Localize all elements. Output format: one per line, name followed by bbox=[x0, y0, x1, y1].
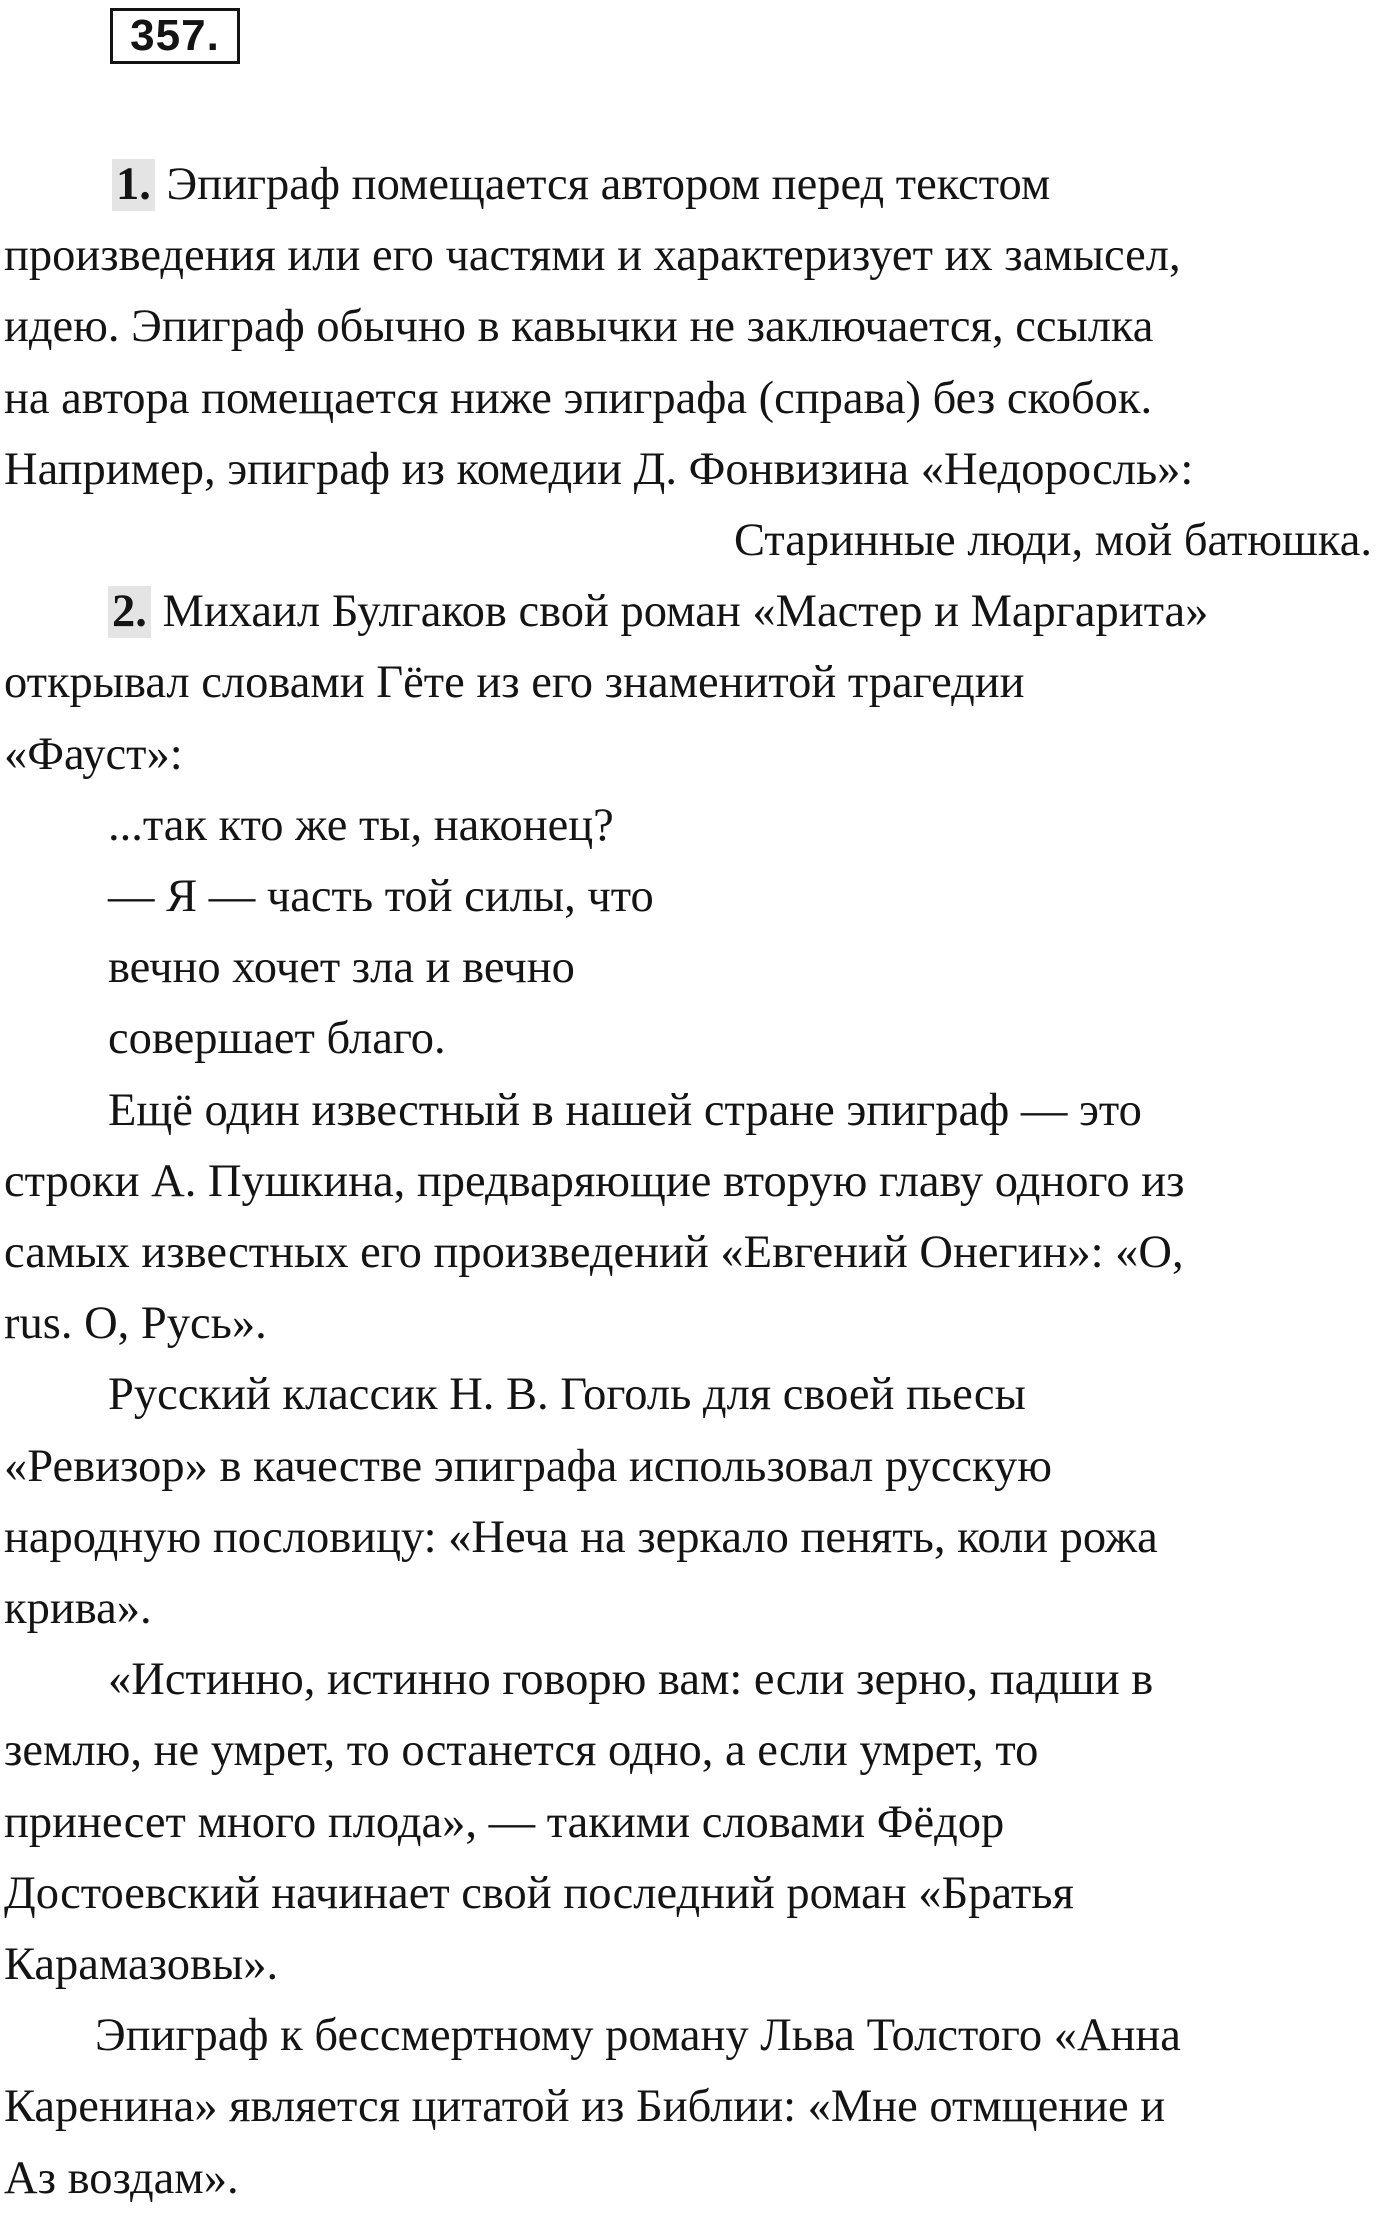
paragraph-first-line: Русский классик Н. В. Гоголь для своей пьесы bbox=[108, 1369, 1026, 1421]
text-line: открывал словами Гёте из его знаменитой трагедии bbox=[4, 657, 1025, 709]
item-1-line-text: Эпиграф помещается автором перед текстом bbox=[154, 159, 1051, 210]
task-number-box bbox=[110, 8, 240, 64]
item-1-marker: 1. bbox=[112, 159, 155, 211]
item-2-line-text: Михаил Булгаков свой роман «Мастер и Маргарита» bbox=[150, 586, 1209, 638]
text-line: Например, эпиграф из комедии Д. Фонвизина «Недоросль»: bbox=[4, 443, 1194, 495]
paragraph-first-line: Ещё один известный в нашей стране эпиграф — это bbox=[108, 1084, 1142, 1136]
text-line: на автора помещается ниже эпиграфа (справа) без скобок. bbox=[4, 372, 1153, 424]
text-line: произведения или его частями и характеризует их замысел, bbox=[4, 230, 1181, 282]
verse-line: ...так кто же ты, наконец? bbox=[108, 799, 614, 851]
text-line: Карамазовы». bbox=[4, 1939, 279, 1991]
paragraph-first-line: Эпиграф к бессмертному роману Льва Толстого «Анна bbox=[95, 2010, 1181, 2062]
text-line: принесет много плода», — такими словами Фёдор bbox=[4, 1796, 1005, 1848]
text-line: rus. О, Русь». bbox=[4, 1298, 267, 1350]
text-line: «Ревизор» в качестве эпиграфа использовал русскую bbox=[4, 1440, 1052, 1492]
item-1-first-line bbox=[4, 149, 1399, 220]
text-line: крива». bbox=[4, 1583, 152, 1635]
text-line: идею. Эпиграф обычно в кавычки не заключается, ссылка bbox=[4, 301, 1154, 353]
item-2-first-line bbox=[4, 576, 1399, 647]
text-line: Аз воздам». bbox=[4, 2152, 239, 2204]
text-line: Достоевский начинает свой последний роман «Братья bbox=[4, 1867, 1074, 1919]
text-line: народную пословицу: «Неча на зеркало пенять, коли рожа bbox=[4, 1511, 1158, 1563]
task-number: 357. bbox=[130, 11, 220, 60]
text-line: самых известных его произведений «Евгений Онегин»: «О, bbox=[4, 1227, 1184, 1279]
answer-text bbox=[4, 149, 1399, 2214]
text-line: Каренина» является цитатой из Библии: «Мне отмщение и bbox=[4, 2081, 1166, 2133]
verse-line: — Я — часть той силы, что bbox=[108, 871, 654, 923]
paragraph-first-line: «Истинно, истинно говорю вам: если зерно, падши в bbox=[108, 1654, 1154, 1706]
verse-line: вечно хочет зла и вечно bbox=[108, 942, 575, 994]
text-line: «Фауст»: bbox=[4, 728, 183, 780]
text-line: землю, не умрет, то останется одно, а если умрет, то bbox=[4, 1725, 1039, 1777]
verse-line: совершает благо. bbox=[108, 1013, 446, 1065]
epigraph-line: Старинные люди, мой батюшка. bbox=[733, 515, 1372, 567]
item-2-marker: 2. bbox=[108, 586, 151, 638]
text-line: строки А. Пушкина, предваряющие вторую главу одного из bbox=[4, 1155, 1185, 1207]
